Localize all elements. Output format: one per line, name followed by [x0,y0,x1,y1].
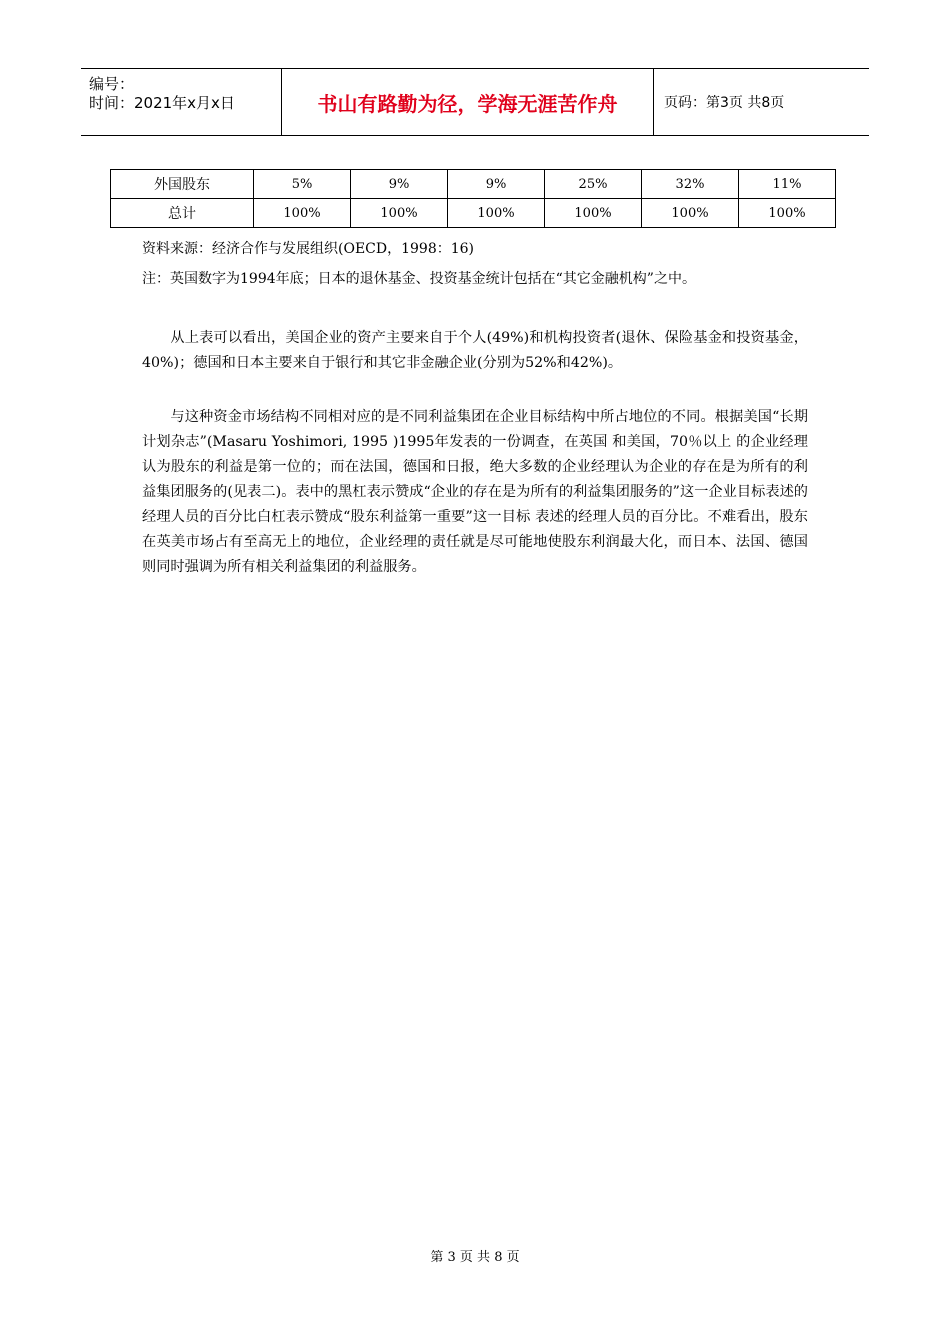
data-table [110,169,836,228]
remark-note: 注：英国数字为1994年底；日本的退休基金、投资基金统计包括在“其它金融机构”之中。 [142,271,696,287]
body-paragraph: 与这种资金市场结构不同相对应的是不同利益集团在企业目标结构中所占地位的不同。根据美国“长期计划杂志”(Masaru Yoshimori, 1995 )1995年发表的一份调查，在英国 和美国，70％以上 的企业经理认为股东的利益是第一位的；而在法国，德国和日报，绝大多数的企业经理认为企业的存在是为所有的利益集团服务的(见表二)。表中的黑杠表示赞成“企业的存在是为所有的利益集团服务的”这一企业目标表述的经理人员的百分比白杠表示赞成“股东利益第一重要”这一目标 表述的经理人员的百分比。不难看出，股东在英美市场占有至高无上的地位，企业经理的责任就是尽可能地使股东利润最大化，而日本、法国、德国则同时强调为所有相关利益集团的利益服务。 [142,409,808,575]
table-cell: 11% [739,170,836,199]
table-cell: 100% [254,199,351,228]
table-cell: 32% [642,170,739,199]
table-cell: 25% [545,170,642,199]
table-cell: 100% [642,199,739,228]
page-footer: 第 3 页 共 8 页 [430,1250,520,1265]
table-cell: 100% [351,199,448,228]
table-row [111,170,836,199]
time-label: 时间：2021年x月x日 [89,94,235,112]
number-label: 编号： [89,75,135,93]
table-cell: 5% [254,170,351,199]
header-motto: 书山有路勤为径，学海无涯苦作舟 [282,69,654,135]
page-header [81,68,869,136]
row-label: 外国股东 [111,170,254,199]
table-cell: 100% [545,199,642,228]
table-cell: 9% [351,170,448,199]
table-row [111,199,836,228]
table-cell: 100% [739,199,836,228]
body-paragraph: 从上表可以看出，美国企业的资产主要来自于个人(49%)和机构投资者(退休、保险基金和投资基金，40%)；德国和日本主要来自于银行和其它非金融企业(分别为52%和42%)。 [142,330,808,371]
row-label: 总计 [111,199,254,228]
header-meta-cell [81,69,282,135]
table-cell: 9% [448,170,545,199]
table-cell: 100% [448,199,545,228]
header-page-info: 页码：第3页 共8页 [664,95,785,111]
source-note: 资料来源：经济合作与发展组织(OECD，1998：16) [142,241,474,257]
